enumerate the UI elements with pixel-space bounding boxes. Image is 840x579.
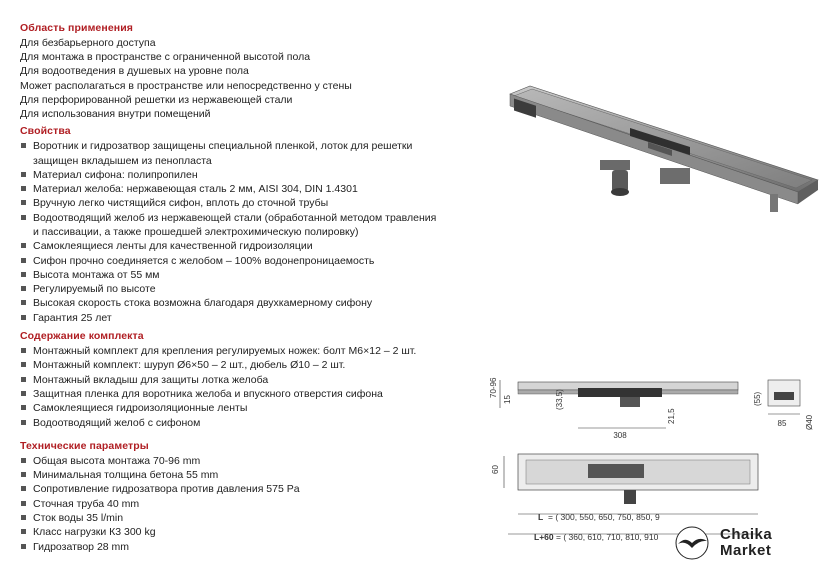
brand-logo: [673, 524, 833, 564]
application-line: Для водоотведения в душевых на уровне пола: [20, 65, 249, 78]
list-item: Гарантия 25 лет: [20, 311, 440, 325]
dim-label: (55): [753, 391, 762, 406]
dim-label: 85: [777, 419, 787, 428]
list-item: Материал сифона: полипропилен: [20, 168, 440, 182]
list-item: Класс нагрузки К3 300 kg: [20, 525, 440, 539]
dim-label: 308: [613, 431, 627, 440]
length-values: = ( 300, 550, 650, 750, 850, 9: [548, 512, 660, 522]
list-item: Монтажный комплект: шуруп Ø6×50 – 2 шт., дюбель Ø10 – 2 шт.: [20, 358, 440, 372]
dim-label: 70-96: [489, 377, 498, 398]
brand-line-2: Market: [720, 542, 772, 559]
application-line: Для монтажа в пространстве с ограниченной высотой пола: [20, 51, 311, 64]
dim-label: 15: [503, 395, 512, 404]
length-label: L: [538, 512, 544, 522]
brand-line-1: Chaika: [720, 526, 773, 543]
list-item: Минимальная толщина бетона 55 mm: [20, 468, 440, 482]
dim-label: (33,5): [555, 389, 564, 410]
section-title: Содержание комплекта: [20, 330, 144, 343]
section-title: Свойства: [20, 125, 71, 138]
list-item: Сточная труба 40 mm: [20, 497, 440, 511]
section-contents: [20, 330, 440, 430]
section-title: Технические параметры: [20, 439, 149, 452]
length-plus-values: = ( 360, 610, 710, 810, 910: [556, 532, 659, 542]
list-item: Регулируемый по высоте: [20, 282, 440, 296]
application-line: Может располагаться в пространстве или непосредственно у стены: [20, 79, 352, 92]
specs-list: [20, 454, 440, 554]
list-item: Воротник и гидрозатвор защищены специальной пленкой, лоток для решетки защищен вкладышем из пенопласта: [20, 139, 440, 168]
application-line: Для перфорированной решетки из нержавеющей стали: [20, 93, 293, 106]
properties-list: [20, 139, 440, 325]
list-item: Монтажный вкладыш для защиты лотка желоба: [20, 373, 440, 387]
list-item: Общая высота монтажа 70-96 mm: [20, 454, 440, 468]
list-item: Водоотводящий желоб из нержавеющей стали (обработанной методом травления и пассивации, а также прошедшей электрохимическую полировку): [20, 211, 440, 240]
side-view-drawing: [470, 370, 820, 450]
list-item: Монтажный комплект для крепления регулируемых ножек: болт М6×12 – 2 шт.: [20, 344, 440, 358]
brand-name: [720, 527, 772, 559]
list-item: Сток воды 35 l/min: [20, 511, 440, 525]
list-item: Сифон прочно соединяется с желобом – 100% водонепроницаемость: [20, 254, 440, 268]
section-specs: [20, 440, 440, 554]
section-title: Область применения: [20, 22, 133, 34]
section-properties: [20, 125, 440, 325]
specification-text: [20, 22, 440, 554]
drain-channel-image: [500, 72, 830, 232]
list-item: Сопротивление гидрозатвора против давления 575 Pa: [20, 482, 440, 496]
dim-label: 21,5: [667, 408, 676, 424]
list-item: Вручную легко чистящийся сифон, вплоть до сточной трубы: [20, 196, 440, 210]
application-line: Для безбарьерного доступа: [20, 37, 156, 49]
list-item: Защитная пленка для воротника желоба и впускного отверстия сифона: [20, 387, 440, 401]
list-item: Материал желоба: нержавеющая сталь 2 мм, AISI 304, DIN 1.4301: [20, 182, 440, 196]
list-item: Гидрозатвор 28 mm: [20, 540, 440, 554]
contents-list: [20, 344, 440, 430]
list-item: Водоотводящий желоб с сифоном: [20, 416, 440, 430]
length-plus-label: L+60: [534, 532, 554, 542]
list-item: Высокая скорость стока возможна благодаря двухкамерному сифону: [20, 296, 440, 310]
dim-label: Ø40: [805, 414, 814, 430]
seagull-icon: [673, 526, 713, 560]
dim-label: 60: [491, 465, 500, 474]
application-line: Для использования внутри помещений: [20, 108, 211, 121]
section-application: [20, 22, 440, 121]
list-item: Самоклеящиеся ленты для качественной гидроизоляции: [20, 239, 440, 253]
list-item: Высота монтажа от 55 мм: [20, 268, 440, 282]
list-item: Самоклеящиеся гидроизоляционные ленты: [20, 401, 440, 415]
